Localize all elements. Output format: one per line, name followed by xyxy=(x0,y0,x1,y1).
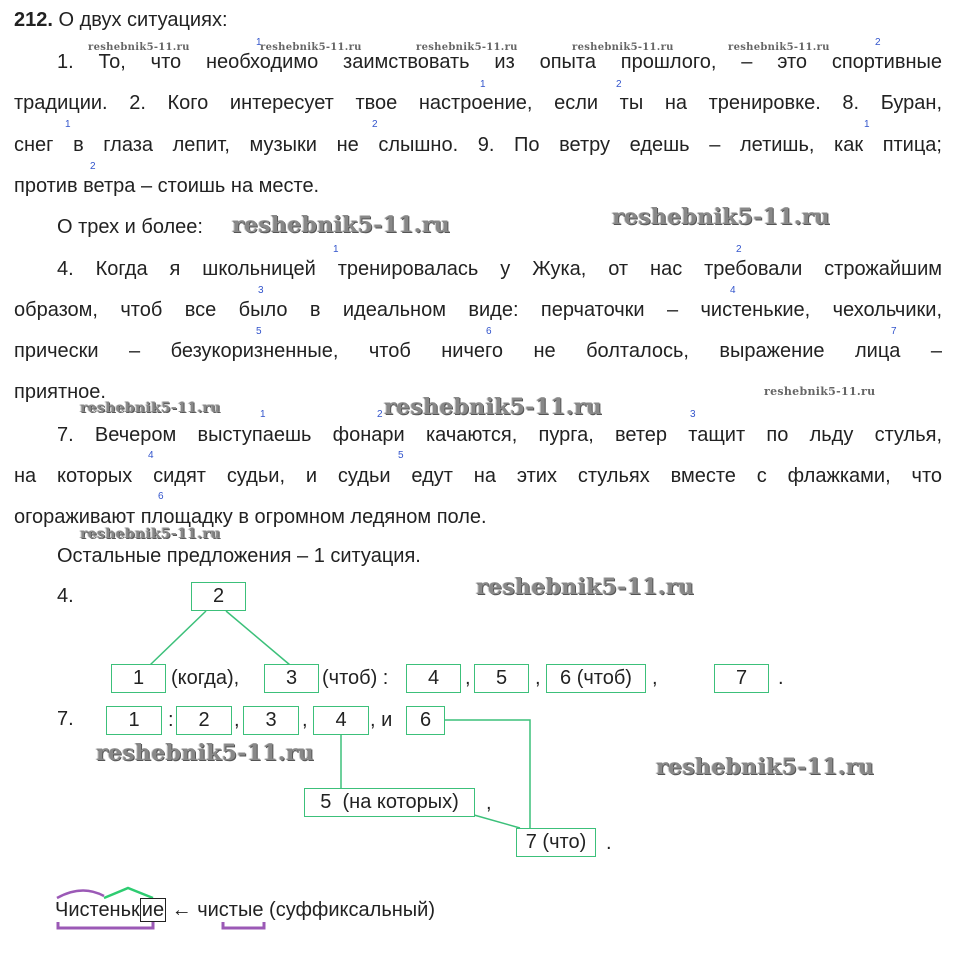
p7-line2: на которых сидят судьи, и судьи едут на этих стульях вместе с флажками, что xyxy=(14,465,942,487)
p7-line3: огораживают площадку в огромном ледяном поле. xyxy=(14,506,487,528)
scheme4-label: 4. xyxy=(57,585,74,607)
derived-word-stem: Чистеньк xyxy=(55,899,140,921)
watermark: reshebnik5-11.ru xyxy=(612,204,831,230)
superscript-mark: 6 xyxy=(158,491,164,502)
exercise-number: 212. xyxy=(14,9,53,31)
scheme4-box-7: 7 xyxy=(714,664,769,693)
superscript-mark: 1 xyxy=(333,244,339,255)
scheme4-dot: . xyxy=(778,667,784,689)
scheme7-colon: : xyxy=(168,709,174,731)
scheme4-when: (когда), xyxy=(171,667,240,689)
scheme7-box-5: 5 (на которых) xyxy=(304,788,475,817)
superscript-mark: 1 xyxy=(864,119,870,130)
scheme7-box-1: 1 xyxy=(106,706,162,735)
p1-line2: традиции. 2. Кого интересует твое настроение, если ты на тренировке. 8. Буран, xyxy=(14,92,942,114)
superscript-mark: 2 xyxy=(372,119,378,130)
root-arc-mark xyxy=(57,890,104,898)
superscript-mark: 6 xyxy=(486,326,492,337)
superscript-mark: 4 xyxy=(148,450,154,461)
scheme4-so-that: (чтоб) : xyxy=(322,667,389,689)
watermark: reshebnik5-11.ru xyxy=(764,385,876,398)
scheme7-box-3: 3 xyxy=(243,706,299,735)
scheme4-box-3: 3 xyxy=(264,664,319,693)
superscript-mark: 7 xyxy=(891,326,897,337)
p1-line3: снег в глаза лепит, музыки не слышно. 9. По ветру едешь – летишь, как птица; xyxy=(14,134,942,156)
scheme4-box-6: 6 (чтоб) xyxy=(546,664,646,693)
p4-line3: прически – безукоризненные, чтоб ничего не болталось, выражение лица – xyxy=(14,340,942,362)
scheme4-comma: , xyxy=(465,667,471,689)
base-word-ending: ые xyxy=(237,899,264,921)
superscript-mark: 1 xyxy=(65,119,71,130)
superscript-mark: 5 xyxy=(398,450,404,461)
scheme4-comma: , xyxy=(652,667,658,689)
superscript-mark: 1 xyxy=(480,79,486,90)
watermark: reshebnik5-11.ru xyxy=(88,42,190,53)
scheme7-box-6: 6 xyxy=(406,706,445,735)
watermark: reshebnik5-11.ru xyxy=(232,212,451,238)
superscript-mark: 1 xyxy=(260,409,266,420)
superscript-mark: 1 xyxy=(256,37,262,48)
exercise-title: О двух ситуациях: xyxy=(58,9,228,31)
scheme7-comma: , xyxy=(234,709,240,731)
arrow-left: ← xyxy=(171,899,192,921)
watermark: reshebnik5-11.ru xyxy=(728,42,830,53)
scheme4-box-5: 5 xyxy=(474,664,529,693)
base-word-root: чист xyxy=(197,899,238,921)
watermark: reshebnik5-11.ru xyxy=(80,400,221,416)
rest-note: Остальные предложения – 1 ситуация. xyxy=(57,545,421,567)
formation-type: (суффиксальный) xyxy=(269,899,435,921)
p1-line1: 1. То, что необходимо заимствовать из опыта прошлого, – это спортивные xyxy=(57,51,942,73)
scheme4-comma: , xyxy=(535,667,541,689)
base-underline-mark xyxy=(223,922,264,928)
superscript-mark: 3 xyxy=(690,409,696,420)
scheme7-box-7: 7 (что) xyxy=(516,828,596,857)
watermark: reshebnik5-11.ru xyxy=(476,574,695,600)
superscript-mark: 2 xyxy=(90,161,96,172)
superscript-mark: 4 xyxy=(730,285,736,296)
scheme7-comma: , xyxy=(486,792,492,814)
superscript-mark: 2 xyxy=(616,79,622,90)
scheme7-dot: . xyxy=(606,832,612,854)
watermark: reshebnik5-11.ru xyxy=(384,394,603,420)
superscript-mark: 2 xyxy=(736,244,742,255)
base-underline-mark xyxy=(58,922,153,928)
p7-line1: 7. Вечером выступаешь фонари качаются, пурга, ветер тащит по льду стулья, xyxy=(57,424,942,446)
watermark: reshebnik5-11.ru xyxy=(656,754,875,780)
scheme4-box-1: 1 xyxy=(111,664,166,693)
scheme7-box-4: 4 xyxy=(313,706,369,735)
watermark: reshebnik5-11.ru xyxy=(572,42,674,53)
scheme4-box-2: 2 xyxy=(191,582,246,611)
superscript-mark: 5 xyxy=(256,326,262,337)
scheme7-and: , и xyxy=(370,709,393,731)
p4-line2: образом, чтоб все было в идеальном виде: перчаточки – чистенькие, чехольчики, xyxy=(14,299,942,321)
watermark: reshebnik5-11.ru xyxy=(80,526,221,542)
scheme7-box-2: 2 xyxy=(176,706,232,735)
p1-line4: против ветра – стоишь на месте. xyxy=(14,175,320,197)
scheme4-box-4: 4 xyxy=(406,664,461,693)
suffix-mark xyxy=(104,888,153,898)
watermark: reshebnik5-11.ru xyxy=(260,42,362,53)
superscript-mark: 3 xyxy=(258,285,264,296)
watermark: reshebnik5-11.ru xyxy=(96,740,315,766)
superscript-mark: 2 xyxy=(377,409,383,420)
morph-line xyxy=(55,898,435,922)
p4-line1: 4. Когда я школьницей тренировалась у Жука, от нас требовали строжайшим xyxy=(57,258,942,280)
scheme7-label: 7. xyxy=(57,708,74,730)
three-or-more-label: О трех и более: xyxy=(57,216,203,238)
scheme7-comma: , xyxy=(302,709,308,731)
watermark: reshebnik5-11.ru xyxy=(416,42,518,53)
p4-line4: приятное. xyxy=(14,381,106,403)
superscript-mark: 2 xyxy=(875,37,881,48)
ending-box: ие xyxy=(141,899,165,921)
